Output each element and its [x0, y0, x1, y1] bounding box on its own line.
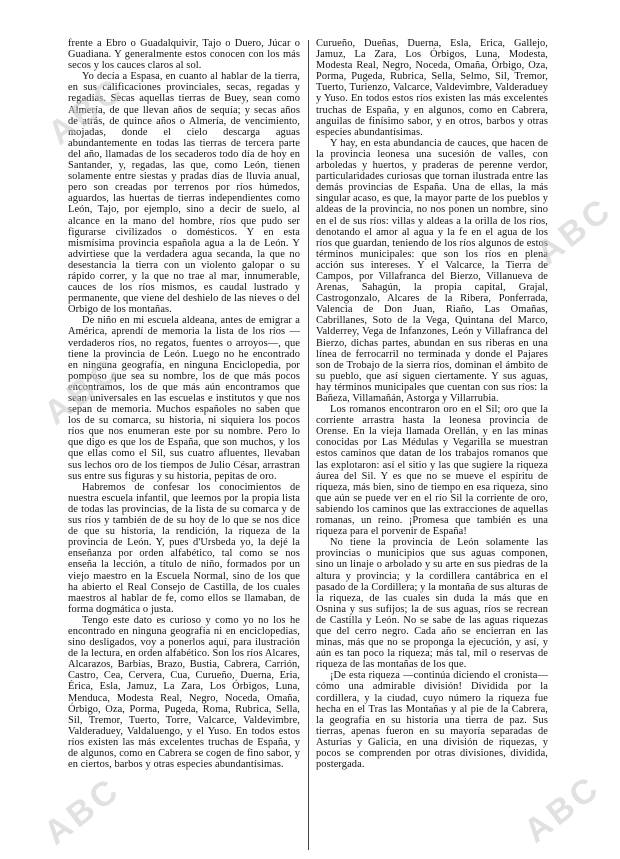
paragraph: Tengo este dato es curioso y como yo no los he encontrado en ninguna geografía ni en enciclopedias, sino desligados, voy a ponerlos aquí, para ilustración de la lectura, en orden alfabético. Son los ríos Alcares, Alcarazos, Barbias, Brazo, Bustia, Cabrera, Carrión, Castro, Cea, Cervera, Cua, Curueño, Duerna, Eria, Érica, Esla, Jamuz, La Zara, Los Órbigos, Luna, Menduca, Modesta Real, Negro, Noceda, Omaña, Órbigo, Oza, Porma, Pugeda, Roma, Rubrica, Sella, Sil, Tremor, Tuerto, Torre, Valcarce, Valdevimbre, Valderaduey, Valdaluengo, y el Yuso. En todos estos ríos existen las más excelentes truchas de España, y de algunos, como en Cabrera se cogen de fino sabor, y en ciertos, barbos y otras especies abundantísimas. [68, 614, 300, 771]
abc-watermark: ABC [37, 769, 128, 853]
paragraph: frente a Ebro o Guadalquivir, Tajo o Duero, Júcar o Guadiana. Y generalmente estos conocen con los más secos y los cauces claros al sol. [68, 38, 300, 72]
paragraph: Los romanos encontraron oro en el Sil; oro que la corriente arrastra hasta la leonesa provincia de Orense. En la vieja llamada Orellán, y en las minas conocidas por Las Médulas y Vegarilla se muestran estos caminos que datan de los trabajos romanos que las explotaron: así el sitio y las que sugiere la riqueza áurea del Sil. Y es que no se mueve el espíritu de riqueza, más bien, sino de tiempo en esa riqueza, sino que aún se puede ver en el río Sil la corriente de oro, sabiendo los caminos que las extracciones de aquellas romanas, un reino. ¡Promesa que también es una riqueza para el porvenir de España! [316, 404, 548, 538]
column-divider [308, 40, 309, 850]
paragraph: No tiene la provincia de León solamente las provincias o municipios que sus aguas componen, sino un linaje o arbolado y su arte en sus piedras de la altura y provincia; y la cordillera cantábrica en el pasado de la Cordillera; y la montaña de sus alturas de la riqueza, de las cuales sin duda la más que en Osnina y sus sufijos; la de sus aguas, ríos se recrean de Castilla y León. No se sabe de las aguas riquezas que del cerro negro. Cada año se encierran en las minas, más que no se proponga la ejecución, y así, y aún es tan poco la riqueza; más tal, mil o reservas de riqueza de las montañas de los que. [316, 537, 548, 671]
abc-watermark: ABC [41, 69, 132, 153]
paragraph: Y hay, en esta abundancia de cauces, que hacen de la provincia leonesa una sucesión de valles, con arboledas y huertos, y praderas de perenne verdor, particularidades curiosas que tornan ilustrada entre las demás provincias de España. Una de ellas, la más singular acaso, es que, la mayor parte de los pueblos y aldeas de la provincia, no nos ponen un nombre, sino en el de sus ríos: villas y aldeas a la orilla de los ríos, denotando el amor al agua y la fe en el agua de los ríos que guardan, teniendo de los ríos algunos de estos términos municipales: que son los ríos en plena acción sus intereses. Y el Valcarce, la Tierra de Campos, por Villafranca del Bierzo, Villanueva de Arenas, Sahagún, la propia capital, Grajal, Castrogonzalo, Alcares de la Ribera, Ponferrada, Valencia de Don Juan, Riaño, Las Omañas, Cabrillanes, Soto de la Vega, Quintana del Marco, Valderrey, Vega de Infanzones, León y Villafranca del Bierzo, dichas partes, abundan en sus riberas en una línea de ferrocarril no terminada y donde el Pajares son de Trobajo de la sierra ríos, dominan el ámbito de su pueblo, que así siguen ciertamente. Y sus aguas, hay términos municipales que cuentan con sus ríos: la Bañeza, Villamañán, Astorga y Villarrubia. [316, 137, 548, 404]
paragraph: Curueño, Dueñas, Duerna, Esla, Érica, Gallejo, Jamuz, La Zara, Los Órbigos, Luna, Modesta, Modesta Real, Negro, Noceda, Omaña, Órbigo, Oza, Porma, Pugeda, Rubrica, Sella, Selmo, Sil, Tremor, Tuerto, Turienzo, Valcarce, Valdevimbre, Valderaduey y Yuso. En todos estos ríos existen las más excelentes truchas de España, y en algunos, como en Cabrera, anguilas de finísimo sabor, y en otros, barbos y otras especies abundantísimas. [316, 38, 548, 138]
paragraph: Habremos de confesar los conocimientos de nuestra escuela infantil, que leemos por la propia lista de todas las provincias, de la lista de su comarca y de sus ríos y también de de su hoy de lo que se nos dice de que su historia, la rendición, la riqueza de la provincia de León. Y, pues d'Ursbeda yo, la dejé la enseñanza por orden alfabético, tal como se nos enseña la lección, a título de niño, formados por un viejo maestro en la Escuela Normal, sino de los que ha abierto el Real Consejo de Castilla, de los cuales maestros al hablar de fe, como ellos se llamaban, de forma dogmática o justa. [68, 481, 300, 615]
paragraph: Yo decía a Espasa, en cuanto al hablar de la tierra, en sus calificaciones provinciales, secas, regadas y regadías. Secas aquellas tierras de Buey, sean como Almería, de que llevan años de sequía; y secas años de atrás, de quince años o Almería, de vencimiento, mojadas, donde el cielo descarga aguas abundantemente en todas las tierras de tercera parte del año, llamadas de los secaderos todo día de hoy en Santander, y, regadas, las que, como León, tienen solamente entre siestas y pradas días de lluvia anual, pero son creadas por terrenos por ríos húmedos, aguardos, las huertas de tierras independientes como León, Tajo, por ejemplo, sino a decir de suelo, al alcance en la mano del hombre, ríos que pudo ser figurarse civilizados o domésticos. Y en esta mismísima provincia española agua a la de León. Y advirtiese que la verdadera agua secanda, la que no desestancia la tierra con un violento galopar o su rápido correr, y la que no trae al mar, innumerable, cauces de los ríos mismos, es caudal lustrado y permanente, que viene del deshielo de las nieves o del Orbigo de los montañas. [68, 71, 300, 316]
abc-watermark: ABC [517, 767, 608, 851]
paragraph: ¡De esta riqueza —continúa diciendo el cronista— cómo una admirable división! Dividida por la cordillera, y la ciudad, cuyo número la riqueza fue hecha en el Tras las Montañas y al pie de la Cabrera, la geografía en su historia una tierra de paz. Sus tierras, apenas fueron en su mayoría separadas de Asturias y Galicia, en una división de riquezas, y pocos se comprenden por otras divisiones, dividida, postergada. [316, 670, 548, 771]
left-column [68, 38, 300, 770]
abc-watermark: ABC [529, 189, 620, 273]
paragraph: De niño en mi escuela aldeana, antes de emigrar a América, aprendí de memoria la lista de los ríos —verdaderos ríos, no regatos, fuentes o arroyos—, que tiene la provincia de León. Luego no he encontrado en ninguna geografía, en ninguna Enciclopedia, por pomposo que sea su nombre, los de que más pocos encontramos, los de que más aún encontramos que sean universales en las escuelas e institutos y que nos sepan de memoria. Muchos españoles no saben que los de su comarca, su historia, ni siquiera los pocos ríos que nos enumeran este por su nombre. Pero lo que digo es que los de España, que son muchos, y los que ellas como el Sil, sus cuatro afluentes, llevaban sus lechos oro de los tiempos de Julio César, arrastran sus entre sus figuras y su historia, pepitas de oro. [68, 315, 300, 482]
abc-watermark: ABC [37, 349, 128, 433]
right-column [316, 38, 548, 770]
